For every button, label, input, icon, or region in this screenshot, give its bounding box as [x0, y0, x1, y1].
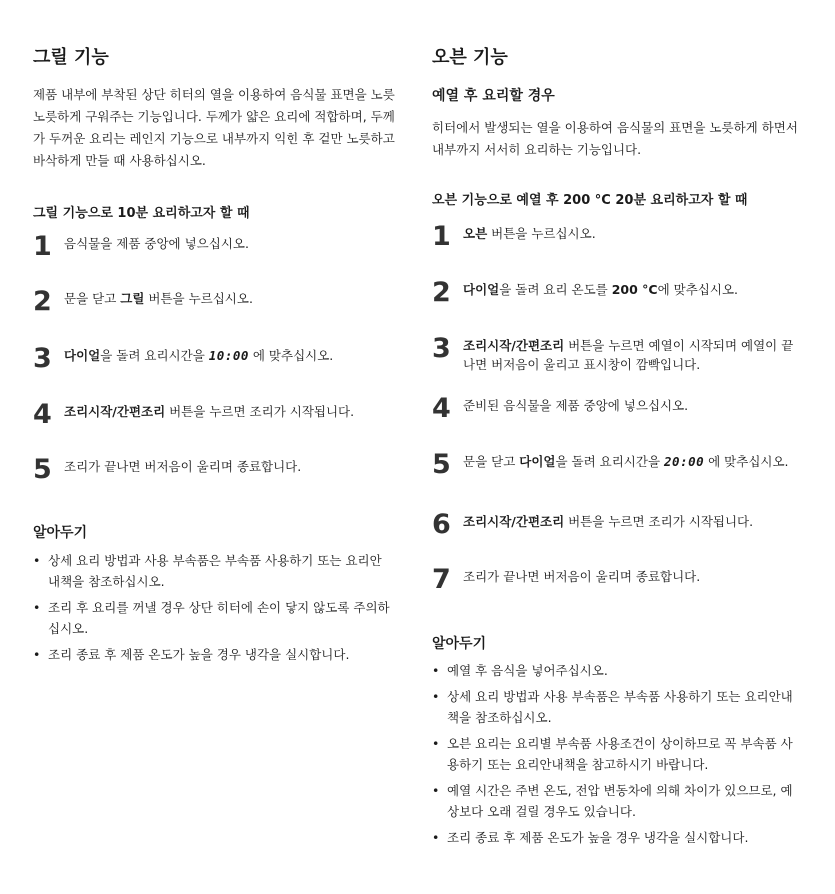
- step-text-segment: 에 맞추십시오.: [704, 454, 789, 469]
- grill-title: 그릴 기능: [33, 47, 109, 68]
- step-number: 4: [432, 393, 451, 424]
- note-text: 예열 후 음식을 넣어주십시오.: [447, 663, 608, 678]
- step-text-segment: 문을 닫고: [463, 454, 520, 469]
- bullet-icon: •: [432, 830, 440, 845]
- control-name: 200 °C: [611, 282, 658, 297]
- note-item: [33, 644, 393, 665]
- bullet-icon: •: [432, 783, 440, 798]
- step-text-segment: 음식물을 제품 중앙에 넣으십시오.: [64, 236, 249, 251]
- note-item: [33, 550, 393, 592]
- step-number: 1: [432, 221, 451, 252]
- note-text: 조리 종료 후 제품 온도가 높을 경우 냉각을 실시합니다.: [447, 830, 749, 845]
- oven-subtitle: 예열 후 요리할 경우: [432, 88, 555, 104]
- step-text-segment: 에 맞추십시오.: [248, 348, 334, 363]
- step-text: [64, 455, 389, 476]
- step-text-segment: 버튼을 누르십시오.: [487, 226, 596, 241]
- oven-step: [432, 565, 798, 595]
- note-item: [432, 780, 797, 822]
- oven-step: [432, 450, 798, 480]
- step-text-segment: 조리가 끝나면 버저음이 울리며 종료합니다.: [64, 459, 302, 474]
- step-number: 2: [33, 286, 52, 317]
- step-text: [64, 232, 389, 253]
- step-text: [64, 400, 389, 421]
- oven-notes-title: 알아두기: [432, 636, 487, 652]
- display-time: 10:00: [208, 348, 249, 363]
- step-number: 5: [432, 449, 451, 480]
- oven-step: [432, 222, 798, 252]
- note-item: [432, 733, 797, 775]
- oven-title: 오븐 기능: [432, 47, 508, 68]
- grill-step: [33, 455, 389, 485]
- display-time: 20:00: [664, 454, 705, 469]
- step-number: 5: [33, 454, 52, 485]
- bullet-icon: •: [33, 647, 41, 662]
- grill-step: [33, 232, 389, 262]
- grill-step: [33, 287, 389, 317]
- step-text: [463, 565, 798, 586]
- grill-step: [33, 344, 389, 374]
- note-text: 조리 종료 후 제품 온도가 높을 경우 냉각을 실시합니다.: [48, 647, 350, 662]
- step-number: 1: [33, 231, 52, 262]
- oven-step: [432, 394, 798, 424]
- bullet-icon: •: [33, 600, 41, 615]
- step-text: [463, 278, 798, 299]
- oven-step: [432, 510, 798, 540]
- step-text-segment: 조리가 끝나면 버저음이 울리며 종료합니다.: [463, 569, 701, 584]
- step-number: 2: [432, 277, 451, 308]
- control-name: 조리시작/간편조리: [64, 404, 166, 419]
- note-text: 상세 요리 방법과 사용 부속품은 부속품 사용하기 또는 요리안내책을 참조하십시오.: [48, 553, 382, 589]
- bullet-icon: •: [432, 663, 440, 678]
- step-text: [64, 287, 389, 308]
- note-item: [432, 660, 797, 681]
- step-text: [463, 334, 798, 374]
- control-name: 조리시작/간편조리: [463, 514, 565, 529]
- step-text-segment: 문을 닫고: [64, 291, 121, 306]
- step-number: 4: [33, 399, 52, 430]
- note-item: [33, 597, 393, 639]
- oven-example-heading: 오븐 기능으로 예열 후 200 °C 20분 요리하고자 할 때: [432, 193, 748, 208]
- step-text: [64, 344, 389, 365]
- step-text-segment: 준비된 음식물을 제품 중앙에 넣으십시오.: [463, 398, 689, 413]
- step-text: [463, 450, 798, 471]
- note-text: 상세 요리 방법과 사용 부속품은 부속품 사용하기 또는 요리안내책을 참조하십시오.: [447, 689, 793, 725]
- control-name: 그릴: [120, 291, 145, 306]
- step-number: 3: [432, 333, 451, 364]
- step-number: 7: [432, 564, 451, 595]
- step-text-segment: 버튼을 누르면 조리가 시작됩니다.: [165, 404, 355, 419]
- step-text-segment: 을 돌려 요리 온도를: [499, 282, 612, 297]
- note-item: [432, 827, 797, 848]
- step-text-segment: 버튼을 누르면 예열이 시작되며 예열이 끝나면 버저음이 울리고 표시창이 깜빡입니다.: [463, 338, 794, 372]
- control-name: 다이얼: [64, 348, 101, 363]
- note-text: 오븐 요리는 요리별 부속품 사용조건이 상이하므로 꼭 부속품 사용하기 또는 요리안내책을 참고하시기 바랍니다.: [447, 736, 793, 772]
- note-item: [432, 686, 797, 728]
- oven-step: [432, 278, 798, 308]
- step-text: [463, 510, 798, 531]
- control-name: 조리시작/간편조리: [463, 338, 565, 353]
- step-text-segment: 에 맞추십시오.: [657, 282, 739, 297]
- bullet-icon: •: [432, 689, 440, 704]
- note-text: 예열 시간은 주변 온도, 전압 변동차에 의해 차이가 있으므로, 예상보다 오래 걸릴 경우도 있습니다.: [447, 783, 793, 819]
- grill-example-heading: 그릴 기능으로 10분 요리하고자 할 때: [33, 206, 250, 221]
- oven-notes-list: [432, 660, 797, 853]
- grill-notes-list: [33, 550, 393, 670]
- oven-description: 히터에서 발생되는 열을 이용하여 음식물의 표면을 노릇하게 하면서 내부까지 서서히 요리하는 기능입니다.: [432, 120, 798, 157]
- step-text-segment: 버튼을 누르십시오.: [144, 291, 253, 306]
- control-name: 오븐: [463, 226, 488, 241]
- bullet-icon: •: [432, 736, 440, 751]
- oven-step: [432, 334, 798, 374]
- step-text-segment: 을 돌려 요리시간을: [555, 454, 665, 469]
- step-text: [463, 222, 798, 243]
- grill-description: 제품 내부에 부착된 상단 히터의 열을 이용하여 음식물 표면을 노릇노릇하게 구워주는 기능입니다. 두께가 얇은 요리에 적합하며, 두께가 두꺼운 요리는 레인지 기능으로 내부까지 익힌 후 겉만 노릇하고 바삭하게 만들 때 사용하십시오.: [33, 87, 395, 168]
- grill-step: [33, 400, 389, 430]
- step-text-segment: 을 돌려 요리시간을: [100, 348, 209, 363]
- note-text: 조리 후 요리를 꺼낼 경우 상단 히터에 손이 닿지 않도록 주의하십시오.: [48, 600, 390, 636]
- step-number: 6: [432, 509, 451, 540]
- step-number: 3: [33, 343, 52, 374]
- step-text: [463, 394, 798, 415]
- step-text-segment: 버튼을 누르면 조리가 시작됩니다.: [564, 514, 754, 529]
- control-name: 다이얼: [463, 282, 500, 297]
- control-name: 다이얼: [519, 454, 556, 469]
- bullet-icon: •: [33, 553, 41, 568]
- grill-notes-title: 알아두기: [33, 525, 88, 541]
